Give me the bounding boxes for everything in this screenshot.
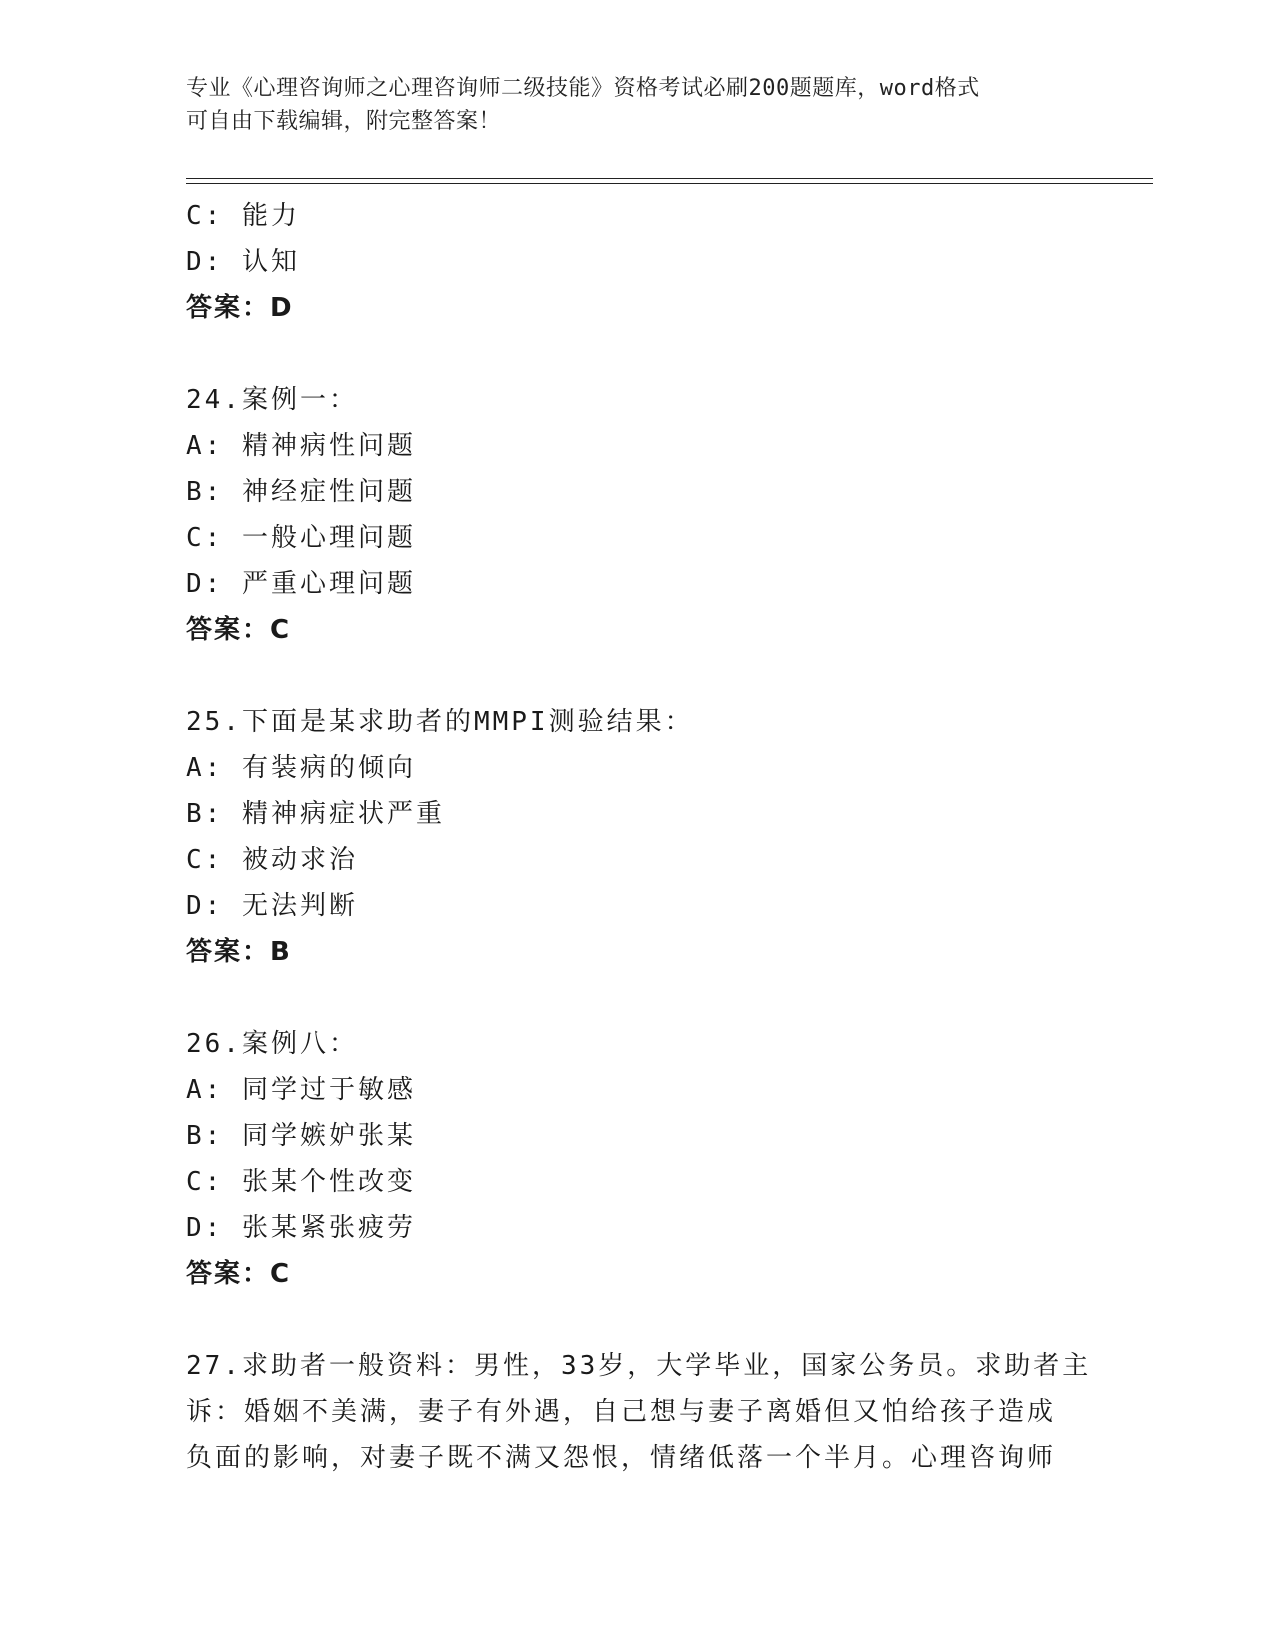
option-line: A: 同学过于敏感 — [186, 1075, 416, 1105]
question-24 — [186, 377, 1106, 653]
spacer — [186, 1297, 1106, 1343]
question-stem-line: 27.求助者一般资料：男性，33岁，大学毕业，国家公务员。求助者主 — [186, 1351, 1092, 1381]
question-27 — [186, 1343, 1106, 1481]
question-23-tail — [186, 193, 1106, 331]
option-line: B: 神经症性问题 — [186, 477, 416, 507]
option-line: C: 张某个性改变 — [186, 1167, 416, 1197]
answer-line: 答案：C — [186, 615, 292, 645]
option-line: D: 严重心理问题 — [186, 569, 416, 599]
question-stem: 24.案例一： — [186, 385, 358, 415]
spacer — [186, 653, 1106, 699]
option-line: A: 精神病性问题 — [186, 431, 416, 461]
option-line: C: 被动求治 — [186, 845, 358, 875]
option-line: D: 认知 — [186, 247, 300, 277]
document-header — [186, 72, 1086, 138]
option-line: C: 一般心理问题 — [186, 523, 416, 553]
header-rule-top — [186, 178, 1153, 179]
question-25 — [186, 699, 1106, 975]
option-line: D: 张某紧张疲劳 — [186, 1213, 416, 1243]
option-line: B: 精神病症状严重 — [186, 799, 445, 829]
spacer — [186, 331, 1106, 377]
option-line: A: 有装病的倾向 — [186, 753, 416, 783]
spacer — [186, 975, 1106, 1021]
answer-line: 答案：D — [186, 293, 294, 323]
option-line: D: 无法判断 — [186, 891, 358, 921]
header-line-1: 专业《心理咨询师之心理咨询师二级技能》资格考试必刷200题题库，word格式 — [186, 76, 980, 101]
answer-line: 答案：C — [186, 1259, 292, 1289]
question-26 — [186, 1021, 1106, 1297]
question-stem-line: 诉：婚姻不美满，妻子有外遇，自己想与妻子离婚但又怕给孩子造成 — [186, 1397, 1057, 1427]
answer-line: 答案：B — [186, 937, 292, 967]
question-stem-line: 负面的影响，对妻子既不满又怨恨，情绪低落一个半月。心理咨询师 — [186, 1443, 1057, 1473]
option-line: C: 能力 — [186, 201, 300, 231]
option-line: B: 同学嫉妒张某 — [186, 1121, 416, 1151]
document-body — [186, 193, 1106, 1481]
question-stem: 25.下面是某求助者的MMPI测验结果： — [186, 707, 694, 737]
header-rule-bottom — [186, 183, 1153, 184]
question-stem: 26.案例八： — [186, 1029, 358, 1059]
header-line-2: 可自由下载编辑，附完整答案！ — [186, 109, 502, 134]
